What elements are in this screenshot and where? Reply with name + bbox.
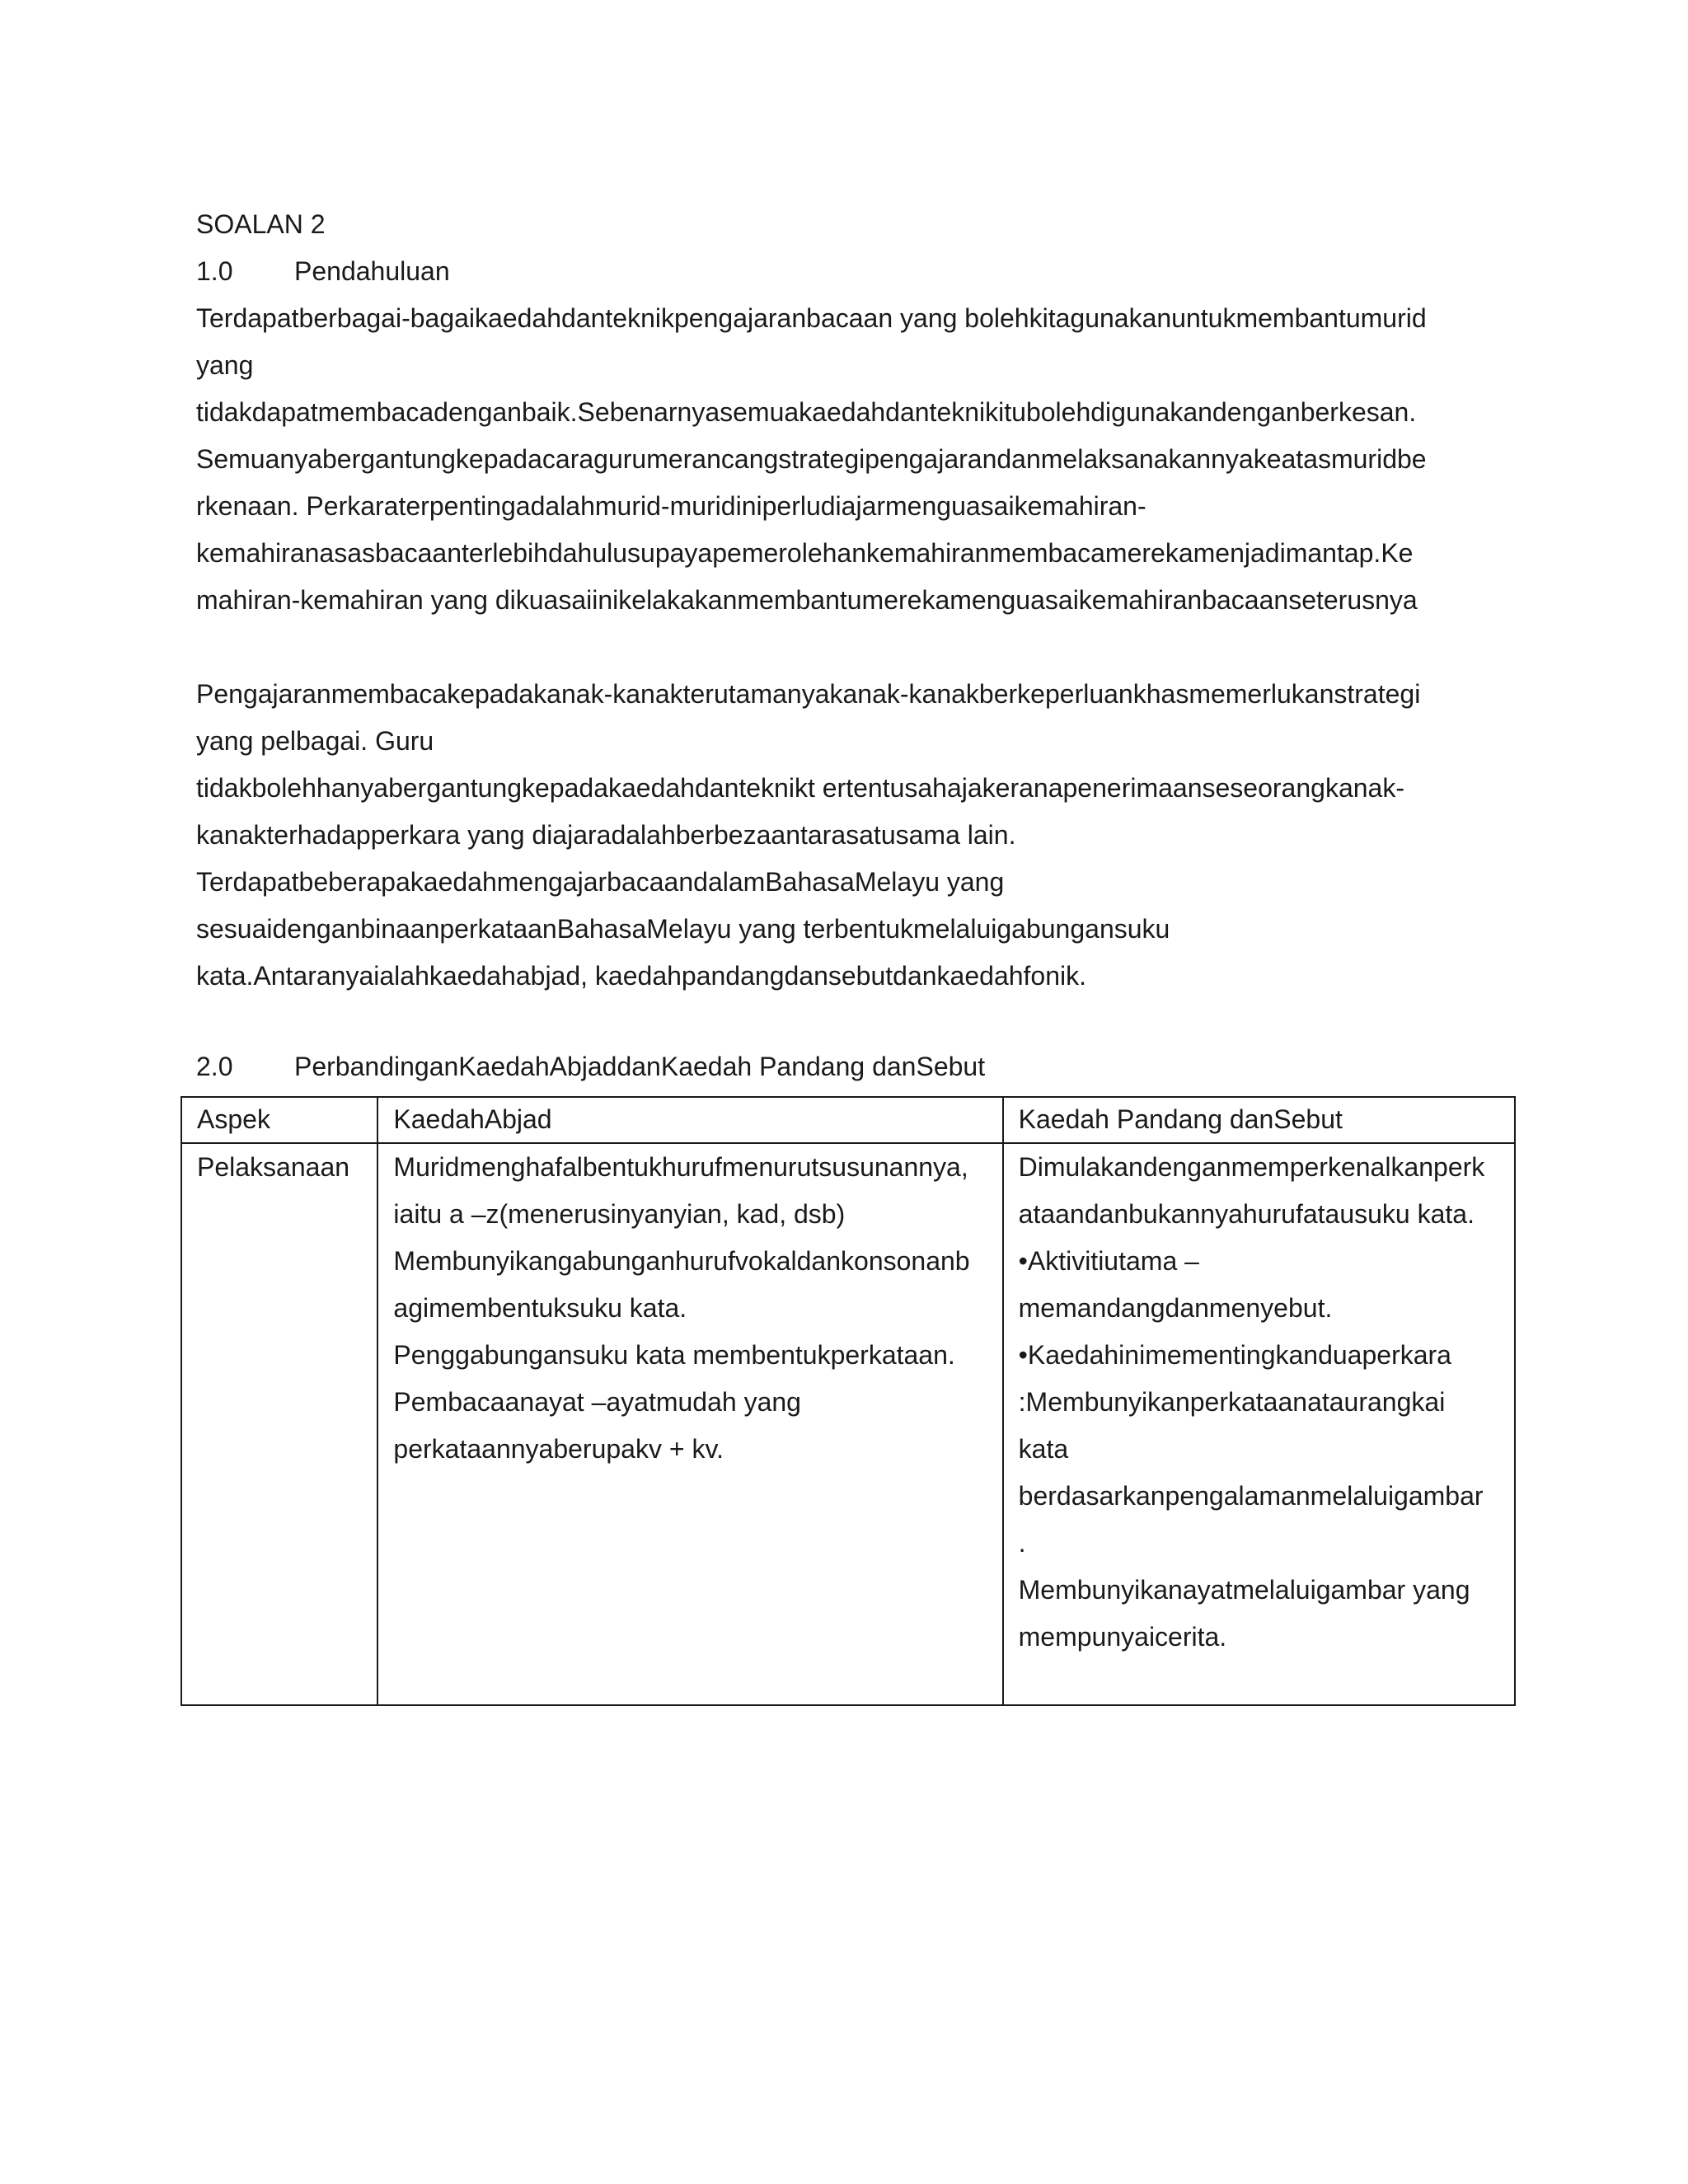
paragraph-line: sesuaidenganbinaanperkataanBahasaMelayu yang terbentukmelaluigabungansuku (196, 914, 1170, 944)
cell-line: mempunyaicerita. (1018, 1622, 1227, 1652)
paragraph-line: kanakterhadapperkara yang diajaradalahberbezaantarasatusama lain. (196, 820, 1016, 850)
header-aspek: Aspek (181, 1097, 377, 1143)
cell-line: Penggabungansuku kata membentukperkataan. (393, 1340, 955, 1370)
table-row (181, 1143, 1515, 1705)
cell-line: agimembentuksuku kata. (393, 1293, 687, 1323)
section-label: SOALAN 2 (196, 209, 326, 239)
cell-aspect: Pelaksanaan (181, 1143, 377, 1705)
comparison-heading-title: PerbandinganKaedahAbjaddanKaedah Pandang danSebut (294, 1052, 986, 1081)
cell-line: •Aktivitiutama – (1018, 1246, 1199, 1276)
header-kaedah-pandang-sebut: Kaedah Pandang danSebut (1003, 1097, 1515, 1143)
paragraph-line: kata.Antaranyaialahkaedahabjad, kaedahpandangdansebutdankaedahfonik. (196, 961, 1087, 991)
paragraph-line: tidakbolehhanyabergantungkepadakaedahdanteknikt ertentusahajakeranapenerimaanseseorangkanak- (196, 773, 1404, 803)
comparison-heading-number: 2.0 (196, 1052, 233, 1081)
cell-line: Muridmenghafalbentukhurufmenurutsusunannya, (393, 1152, 968, 1182)
intro-heading-number: 1.0 (196, 256, 233, 286)
cell-line: Pembacaanayat –ayatmudah yang (393, 1387, 801, 1417)
cell-line: perkataannyaberupakv + kv. (393, 1434, 724, 1464)
paragraph-line: kemahiranasasbacaanterlebihdahulusupayapemerolehankemahiranmembacamerekamenjadimantap.Ke (196, 538, 1414, 568)
cell-line: Membunyikangabunganhurufvokaldankonsonanb (393, 1246, 970, 1276)
cell-line: berdasarkanpengalamanmelaluigambar (1018, 1481, 1484, 1511)
table-header-row (181, 1097, 1515, 1143)
cell-kaedah-pandang-sebut (1003, 1143, 1515, 1705)
cell-line: kata (1018, 1434, 1069, 1464)
cell-line: Dimulakandenganmemperkenalkanperk (1018, 1152, 1485, 1182)
comparison-table (181, 1096, 1516, 1706)
cell-line: memandangdanmenyebut. (1018, 1293, 1333, 1323)
cell-line: :Membunyikanperkataanataurangkai (1018, 1387, 1446, 1417)
paragraph-line: yang (196, 350, 254, 380)
paragraph-line: Pengajaranmembacakepadakanak-kanakterutamanyakanak-kanakberkeperluankhasmemerlukanstrategi (196, 679, 1421, 709)
cell-line: . (1018, 1528, 1026, 1558)
paragraph-line: mahiran-kemahiran yang dikuasaiinikelakakanmembantumerekamenguasaikemahiranbacaanseterusnya (196, 585, 1418, 615)
paragraph-line: TerdapatbeberapakaedahmengajarbacaandalamBahasaMelayu yang (196, 867, 1005, 897)
paragraph-line: yang pelbagai. Guru (196, 726, 434, 756)
cell-kaedah-abjad (377, 1143, 1002, 1705)
cell-line: •Kaedahinimementingkanduaperkara (1018, 1340, 1451, 1370)
paragraph-line: Terdapatberbagai-bagaikaedahdanteknikpengajaranbacaan yang bolehkitagunakanuntukmembantumurid (196, 303, 1427, 333)
cell-line: Membunyikanayatmelaluigambar yang (1018, 1575, 1470, 1605)
header-kaedah-abjad: KaedahAbjad (377, 1097, 1002, 1143)
cell-line: ataandanbukannyahurufatausuku kata. (1018, 1199, 1475, 1229)
paragraph-line: rkenaan. Perkaraterpentingadalahmurid-muridiniperludiajarmenguasaikemahiran- (196, 491, 1146, 521)
cell-line: iaitu a –z(menerusinyanyian, kad, dsb) (393, 1199, 846, 1229)
paragraph-line: tidakdapatmembacadenganbaik.Sebenarnyasemuakaedahdanteknikitubolehdigunakandenganberkesan. (196, 397, 1417, 427)
paragraph-line: Semuanyabergantungkepadacaragurumerancangstrategipengajarandanmelaksanakannyakeatasmuridbe (196, 444, 1427, 474)
intro-heading-title: Pendahuluan (294, 256, 450, 286)
